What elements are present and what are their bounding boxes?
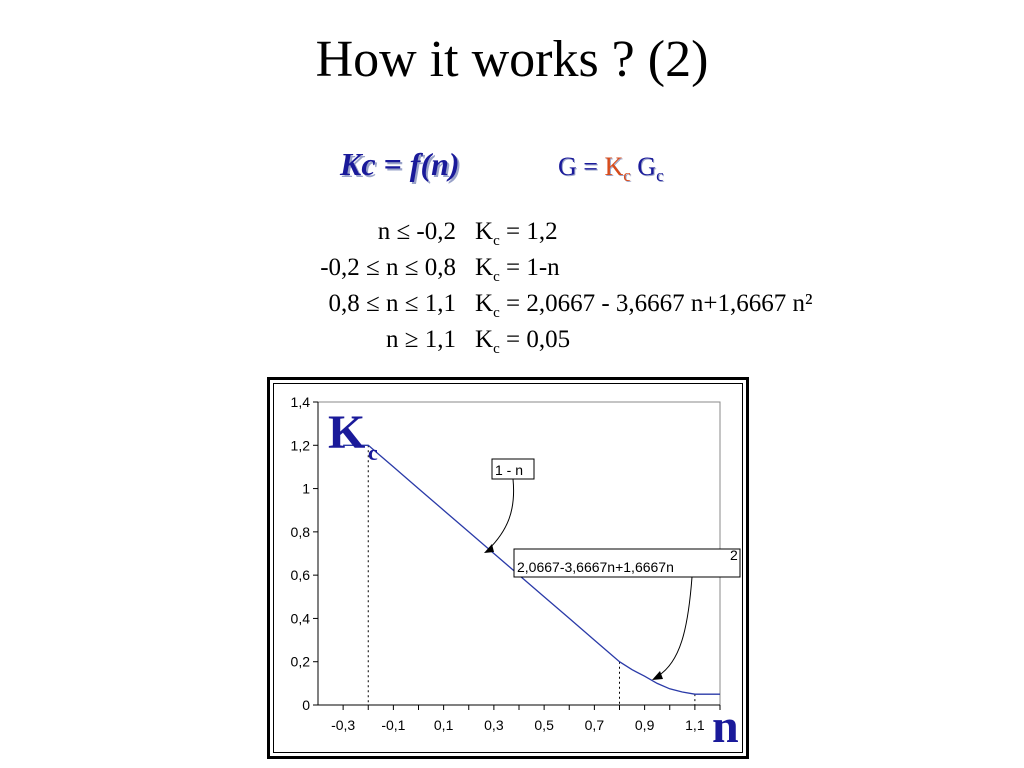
y-axis-label-sub: c bbox=[368, 440, 378, 465]
y-tick-label: 1 bbox=[302, 480, 310, 497]
rule-equation: $K_c = 1,2$ bbox=[475, 218, 558, 249]
y-tick-label: 1,2 bbox=[290, 437, 310, 454]
chart-frame bbox=[267, 377, 749, 759]
kc-function-formula: Kc = f(n) bbox=[340, 146, 460, 182]
y-tick-label: 1,4 bbox=[290, 394, 310, 410]
g-formula-gc-sub: c bbox=[656, 166, 664, 186]
x-tick-label: -0,3 bbox=[331, 717, 356, 733]
x-axis-label: n bbox=[712, 700, 739, 753]
rule-equation: $K_c = 0,05$ bbox=[475, 326, 571, 357]
y-tick-label: 0,2 bbox=[290, 653, 310, 670]
annotation-arrow bbox=[658, 577, 692, 676]
annotation-arrow bbox=[488, 479, 514, 550]
g-formula-left: G = bbox=[558, 152, 605, 181]
g-formula-kc: $K_c$ bbox=[604, 152, 631, 186]
rule-condition: -0,2 ≤ n ≤ 0,8 bbox=[320, 254, 456, 281]
annotation-arrowhead bbox=[652, 671, 663, 680]
kc-chart bbox=[270, 380, 752, 762]
x-tick-label: 0,9 bbox=[634, 717, 655, 733]
y-tick-label: 0 bbox=[302, 697, 310, 713]
x-tick-label: 0,7 bbox=[584, 717, 605, 733]
y-tick-label: 0,8 bbox=[290, 523, 310, 540]
x-tick-label: 1,1 bbox=[685, 717, 705, 733]
x-tick-label: 0,1 bbox=[433, 717, 454, 733]
y-tick-label: 0,4 bbox=[290, 610, 310, 627]
x-tick-label: 0,5 bbox=[534, 717, 554, 733]
rule-condition: n ≤ -0,2 bbox=[377, 218, 456, 245]
y-axis-label: K bbox=[328, 406, 366, 459]
rule-condition: n ≥ 1,1 bbox=[386, 326, 456, 353]
x-tick-label: 0,3 bbox=[484, 717, 504, 733]
g-formula-gc: G bbox=[630, 152, 657, 181]
slide-title: How it works ? (2) bbox=[315, 31, 709, 88]
annotation-label: 1 - n bbox=[495, 462, 524, 478]
annotation-superscript: 2 bbox=[730, 547, 738, 563]
rule-condition: 0,8 ≤ n ≤ 1,1 bbox=[328, 290, 456, 317]
rule-equation: $K_c = 2,0667 - 3,6667$ n+1,6667 n² bbox=[475, 290, 813, 321]
x-tick-label: -0,1 bbox=[381, 717, 406, 733]
rule-equation: $K_c = 1-n$ bbox=[475, 254, 560, 285]
annotation-label: 2,0667-3,6667n+1,6667n bbox=[517, 559, 674, 575]
g-formula bbox=[558, 152, 664, 186]
y-tick-label: 0,6 bbox=[290, 567, 310, 584]
